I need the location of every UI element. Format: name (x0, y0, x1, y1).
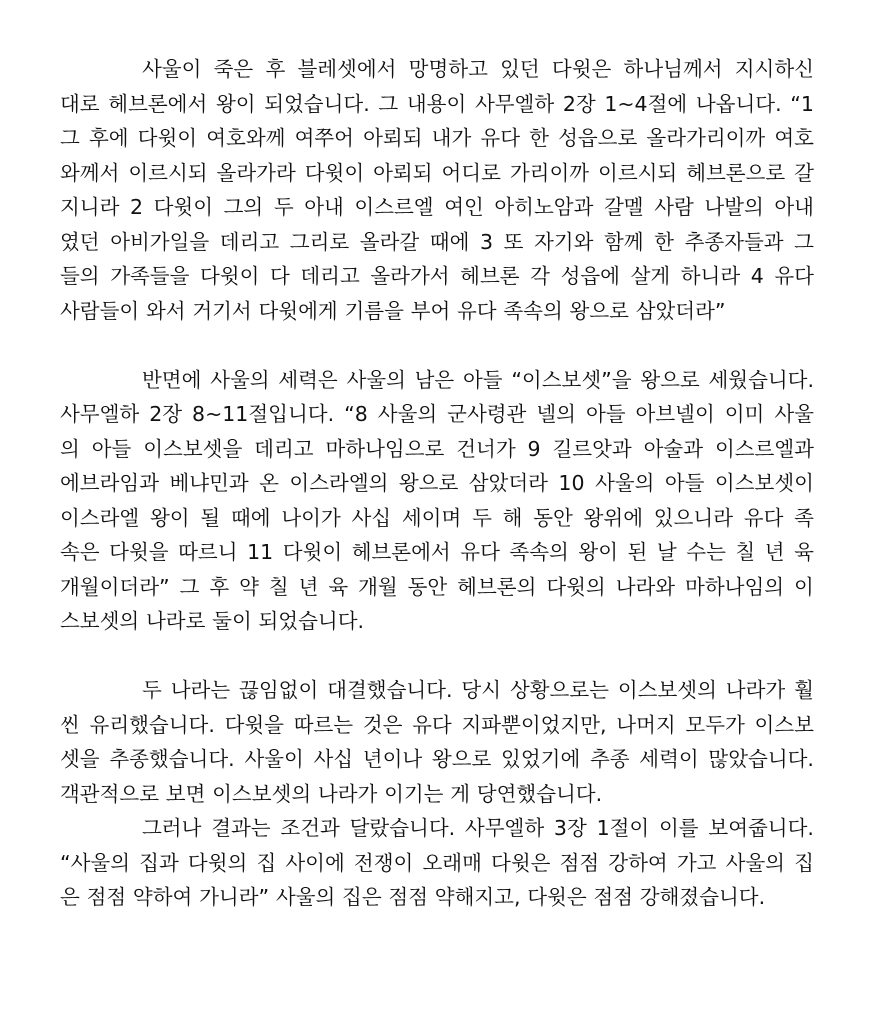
text-line: 개월이더라” 그 후 약 칠 년 육 개월 동안 헤브론의 다윗의 나라와 마하나임의 이 (60, 574, 814, 599)
text-line: 사울이 죽은 후 블레셋에서 망명하고 있던 다윗은 하나님께서 지시하신 (142, 57, 814, 81)
paragraph-gap (60, 639, 814, 674)
text-line: 씬 유리했습니다. 다윗을 따르는 것은 유다 지파뿐이었지만, 나머지 모두가 이스보 (60, 712, 814, 737)
text-line: 그러나 결과는 조건과 달랐습니다. 사무엘하 3장 1절이 이를 보여줍니다. (142, 816, 814, 840)
text-line: 셋을 추종했습니다. 사울이 사십 년이나 왕으로 있었기에 추종 세력이 많았습니다. (60, 747, 814, 771)
paragraph (60, 811, 814, 915)
text-line: 이스라엘 왕이 될 때에 나이가 사십 세이며 두 해 동안 왕위에 있으니라 유다 족 (60, 505, 814, 530)
text-line: 의 아들 이스보셋을 데리고 마하나임으로 건너가 9 길르앗과 아술과 이스르엘과 (60, 436, 814, 461)
text-line: 들의 가족들을 다윗이 다 데리고 올라가서 헤브론 각 성읍에 살게 하니라 4 유다 (60, 264, 814, 288)
text-line: 그 후에 다윗이 여호와께 여쭈어 아뢰되 내가 유다 한 성읍으로 올라가리이까 여호 (60, 126, 814, 150)
paragraph-gap (60, 328, 814, 363)
text-line: 지니라 2 다윗이 그의 두 아내 이스르엘 여인 아히노암과 갈멜 사람 나발의 아내 (60, 195, 814, 219)
text-line: 반면에 사울의 세력은 사울의 남은 아들 “이스보셋”을 왕으로 세웠습니다. (142, 367, 814, 392)
paragraph (60, 673, 814, 811)
text-line: 은 점점 약하여 가니라” 사울의 집은 점점 약해지고, 다윗은 점점 강해졌습니다. (60, 885, 766, 909)
text-line: 와께서 이르시되 올라가라 다윗이 아뢰되 어디로 가리이까 이르시되 헤브론으로 갈 (60, 160, 814, 185)
document-page (60, 52, 814, 915)
text-line: “사울의 집과 다윗의 집 사이에 전쟁이 오래매 다윗은 점점 강하여 가고 사울의 집 (60, 850, 814, 875)
text-line: 였던 아비가일을 데리고 그리로 올라갈 때에 3 또 자기와 함께 한 추종자들과 그 (60, 229, 814, 254)
text-line: 사람들이 와서 거기서 다윗에게 기름을 부어 유다 족속의 왕으로 삼았더라” (60, 298, 726, 323)
text-line: 대로 헤브론에서 왕이 되었습니다. 그 내용이 사무엘하 2장 1~4절에 나옵니다. “1 (60, 91, 814, 116)
text-line: 두 나라는 끊임없이 대결했습니다. 당시 상황으로는 이스보셋의 나라가 훨 (142, 678, 814, 702)
text-line: 에브라임과 베냐민과 온 이스라엘의 왕으로 삼았더라 10 사울의 아들 이스보셋이 (60, 471, 814, 495)
paragraph (60, 52, 814, 328)
text-line: 속은 다윗을 따르니 11 다윗이 헤브론에서 유다 족속의 왕이 된 날 수는 칠 년 육 (60, 540, 814, 564)
text-line: 스보셋의 나라로 둘이 되었습니다. (60, 609, 365, 633)
text-line: 객관적으로 보면 이스보셋의 나라가 이기는 게 당연했습니다. (60, 781, 603, 806)
text-line: 사무엘하 2장 8~11절입니다. “8 사울의 군사령관 넬의 아들 아브넬이 이미 사울 (60, 402, 814, 426)
paragraph (60, 363, 814, 639)
